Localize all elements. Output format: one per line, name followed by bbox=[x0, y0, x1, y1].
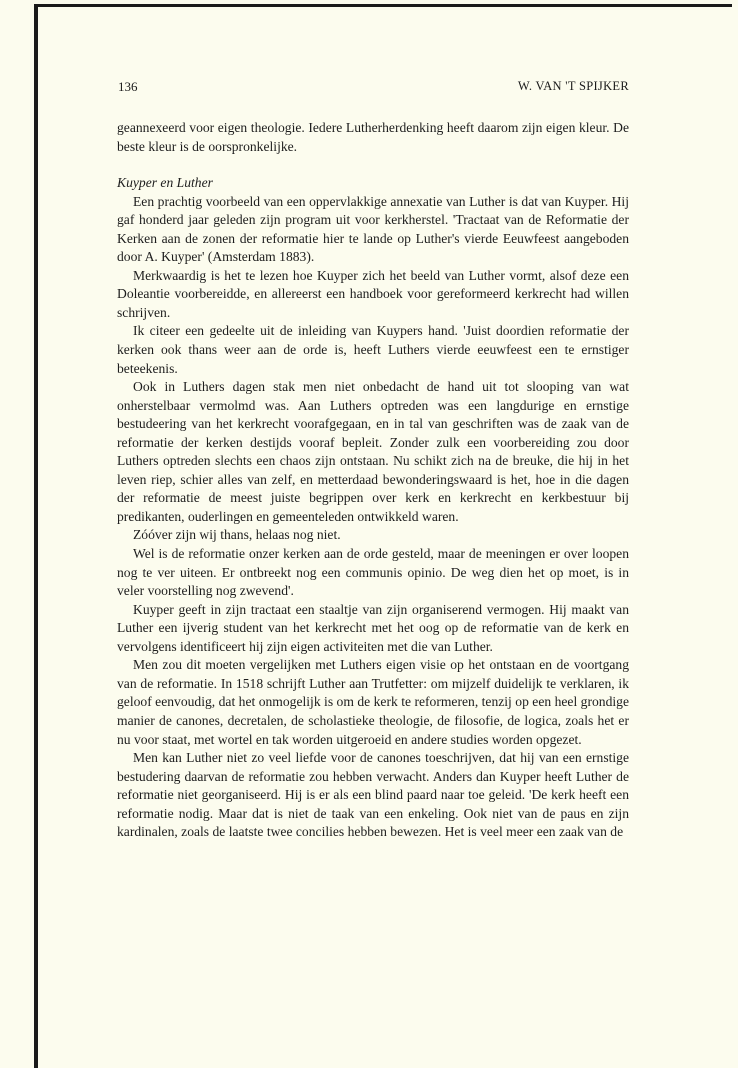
paragraph: Merkwaardig is het te lezen hoe Kuyper zich het beeld van Luther vormt, alsof deze een Doleantie voorbereidde, en allereerst een handboek voor gereformeerd kerkrecht had willen schrijven. bbox=[117, 267, 629, 320]
opening-paragraph: geannexeerd voor eigen theologie. Iedere Lutherherdenking heeft daarom zijn eigen kleur. De beste kleur is de oorspronkelijke. bbox=[117, 120, 629, 154]
paragraph: Ik citeer een gedeelte uit de inleiding van Kuypers hand. 'Juist doordien reformatie der kerken ook thans weer aan de orde is, heeft Luthers vierde eeuwfeest een te ernstiger beteekenis. bbox=[117, 323, 629, 376]
paragraph: Men kan Luther niet zo veel liefde voor de canones toeschrijven, dat hij van een ernstige bestudering daarvan de reformatie zou hebben verwacht. Anders dan Kuyper heeft Luther de reformatie niet georganiseerd. Hij is er als een blind paard naar toe geleid. 'De kerk heeft een reformatie nodig. Maar dat is niet de taak van een enkeling. Ook niet van de paus en zijn kardinalen, zoals de laatste twee concilies hebben bewezen. Het is veel meer een zaak van de bbox=[117, 750, 629, 840]
running-head-author: W. VAN 'T SPIJKER bbox=[517, 79, 629, 93]
paragraph: Kuyper geeft in zijn tractaat een staaltje van zijn organiserend vermogen. Hij maakt van Luther een ijverig student van het kerkrecht met het oog op de reformatie van de kerk en vervolgens identificeert hij zijn eigen activiteiten met die van Luther. bbox=[117, 601, 629, 654]
page-number: 136 bbox=[118, 79, 138, 94]
section-heading: Kuyper en Luther bbox=[117, 175, 213, 191]
paragraph: Een prachtig voorbeeld van een oppervlakkige annexatie van Luther is dat van Kuyper. Hij gaf honderd jaar geleden zijn program uit voor kerkherstel. 'Tractaat van de Reformatie der Kerken aan de zonen der reformatie hier te lande op Luther's vierde Eeuwfeest aangeboden door A. Kuyper' (Amsterdam 1883). bbox=[117, 193, 629, 265]
scan-border-top bbox=[34, 4, 732, 7]
paragraph: Ook in Luthers dagen stak men niet onbedacht de hand uit tot slooping van wat onherstelbaar vermolmd was. Aan Luthers optreden was een langdurige en ernstige bestudeering van het kerkrecht voorafgegaan, en in tal van geschriften was de zaak van de reformatie der kerken destijds vooraf bepleit. Zonder zulk een voorbereiding zou door Luthers optreden slechts een chaos zijn ontstaan. Nu schikt zich na de breuke, die hij in het leven riep, schier alles van zelf, en metterdaad bewonderingswaard is het, hoe in die dagen der reformatie de meest juiste begrippen over kerk en kerkrecht en kerkbestuur bij predikanten, ouderlingen en gemeenteleden ontwikkeld waren. bbox=[117, 379, 629, 524]
paragraph: Men zou dit moeten vergelijken met Luthers eigen visie op het ontstaan en de voortgang van de reformatie. In 1518 schrijft Luther aan Trutfetter: om mijzelf duidelijk te verklaren, ik geloof eenvoudig, dat het onmogelijk is om de kerk te reformeren, tenzij op een heel grondige manier de canones, decretalen, de scholastieke theologie, de filosofie, de logica, zoals het er nu voor staat, met wortel en tak worden uitgeroeid en andere studies worden opgezet. bbox=[117, 657, 629, 747]
paragraph: Wel is de reformatie onzer kerken aan de orde gesteld, maar de meeningen er over loopen nog te ver uiteen. Er ontbreekt nog een communis opinio. De weg dien het op moet, is in veler voorstelling nog zwevend'. bbox=[117, 546, 629, 599]
body-text bbox=[117, 119, 629, 842]
scan-border-left bbox=[34, 4, 38, 1068]
paragraph: Zóóver zijn wij thans, helaas nog niet. bbox=[133, 527, 341, 543]
